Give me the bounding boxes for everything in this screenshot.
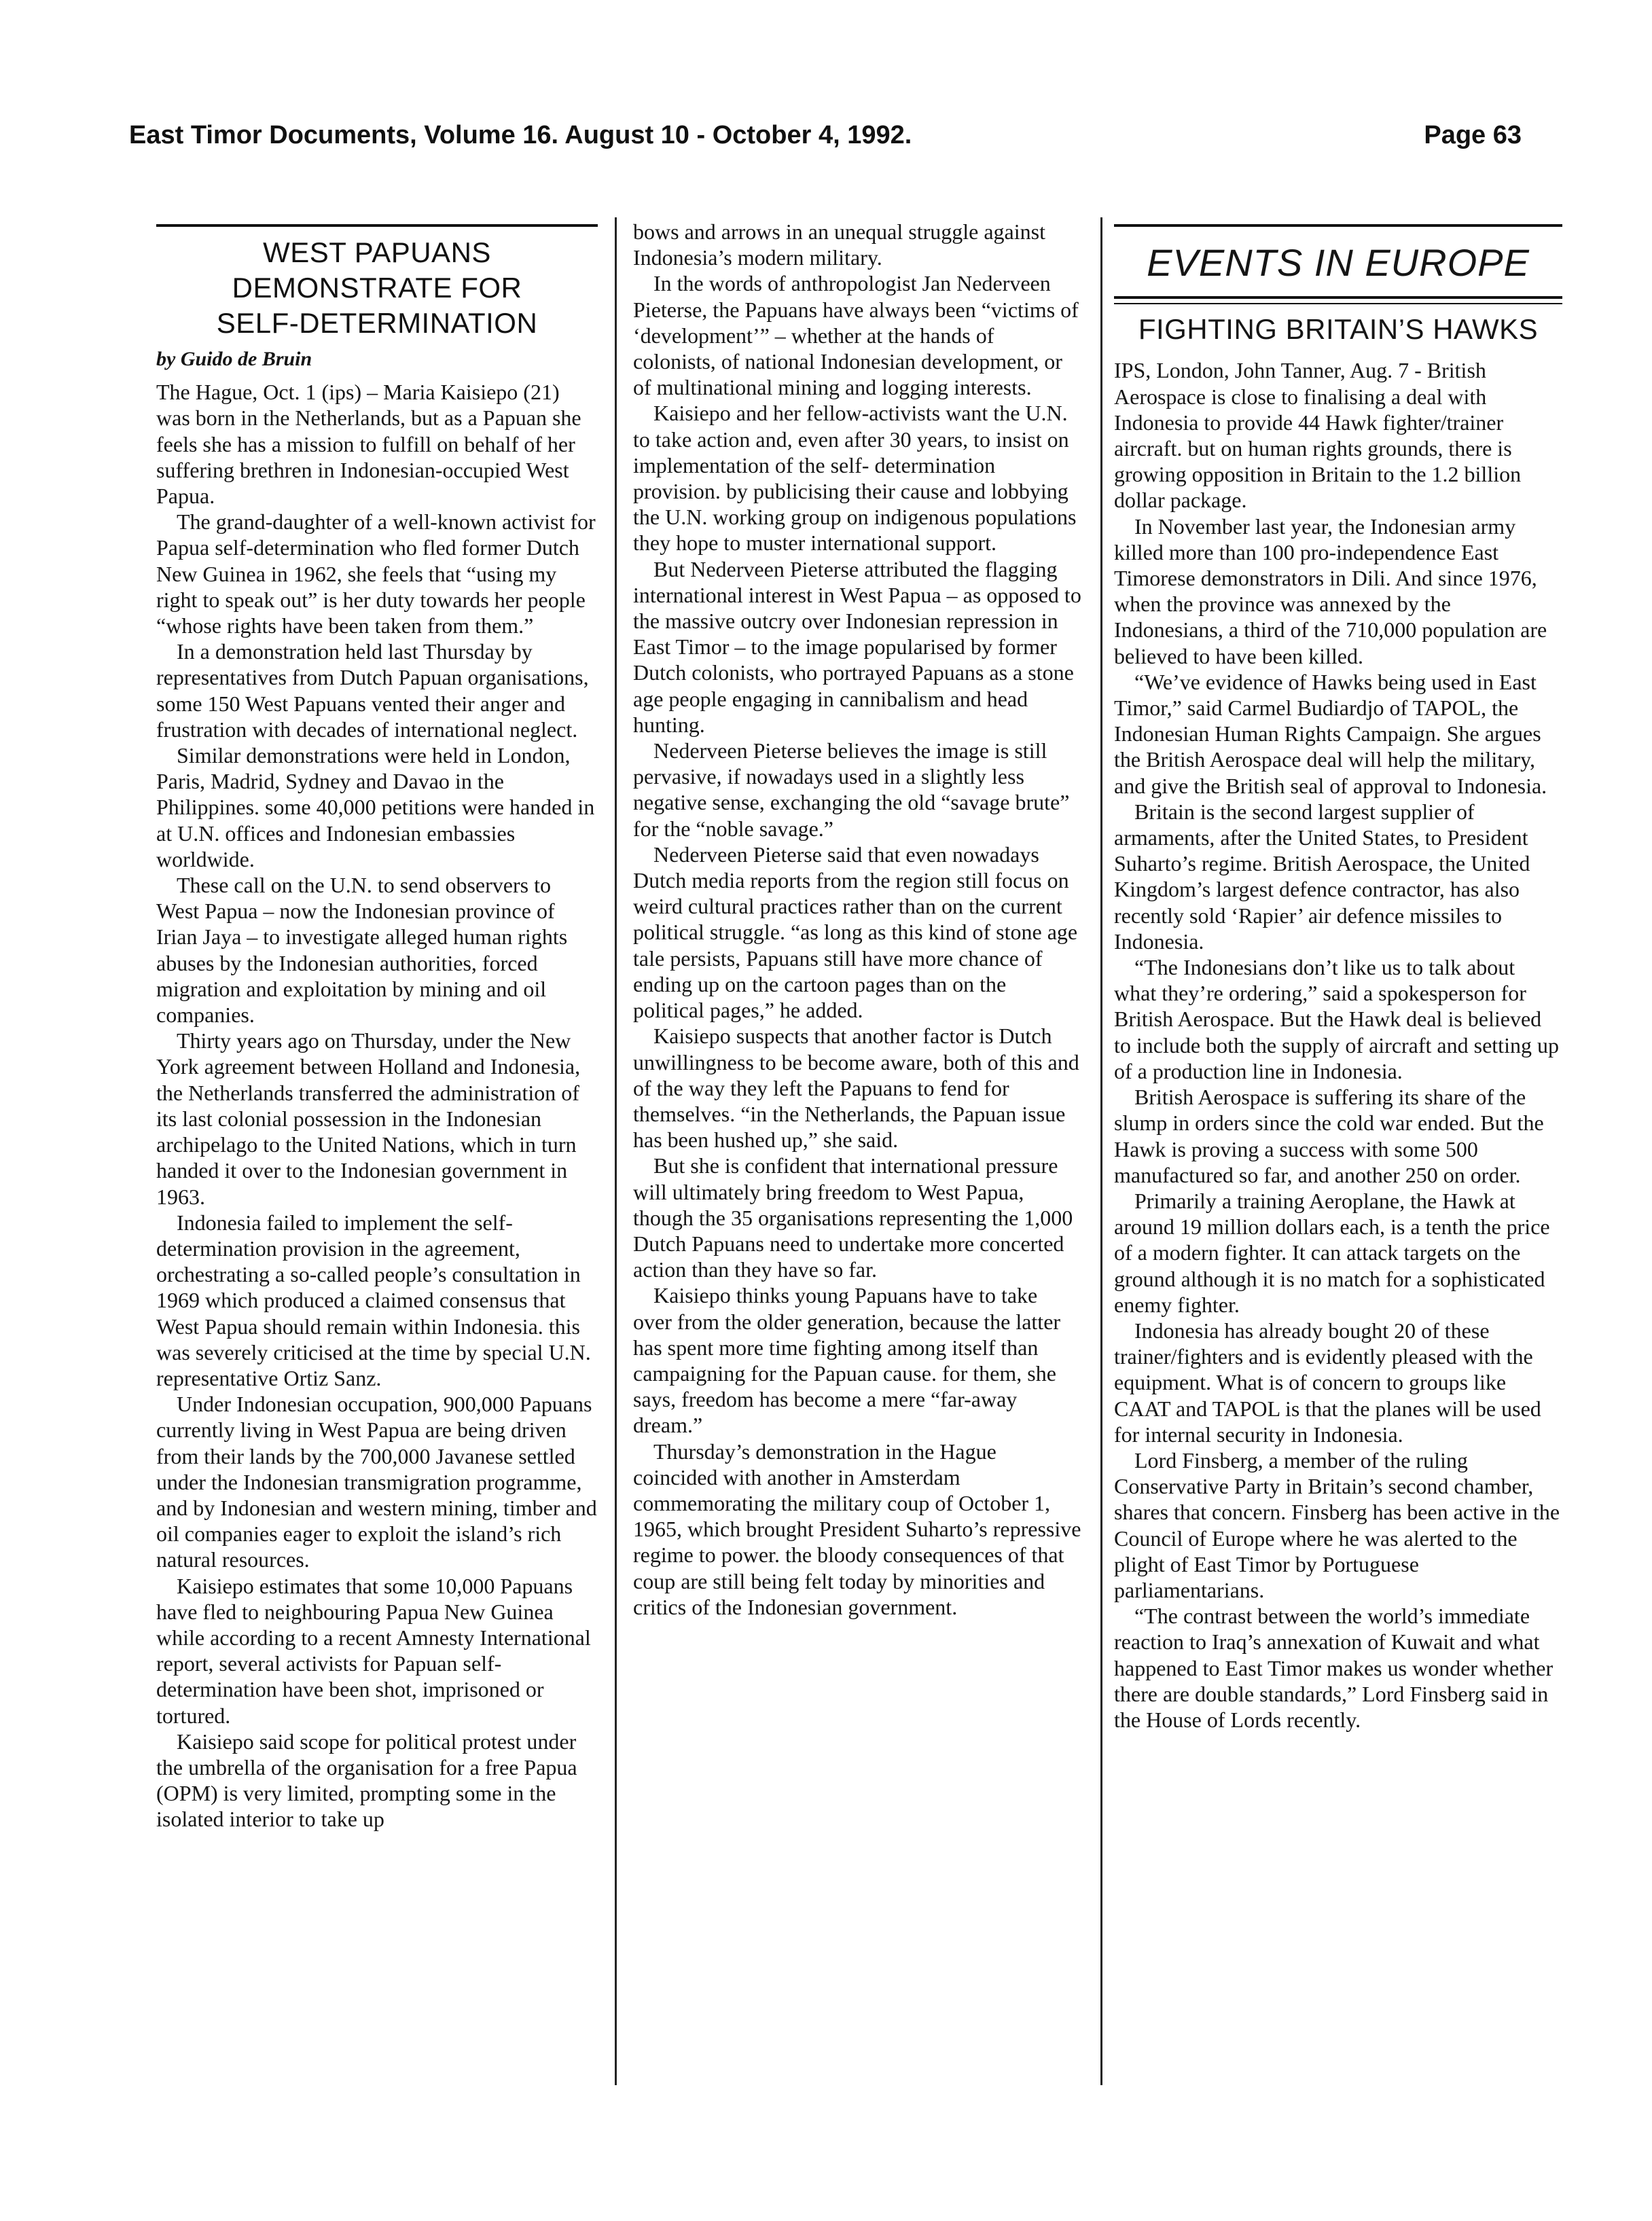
paragraph: Similar demonstrations were held in London, Paris, Madrid, Sydney and Davao in the Philippines. some 40,000 petitions were handed in at U.N. offices and Indonesian embassies worldwide. — [156, 743, 595, 871]
column-divider — [615, 217, 617, 2085]
section-title: EVENTS IN EUROPE — [1147, 241, 1530, 284]
paragraph: The Hague, Oct. 1 (ips) – Maria Kaisiepo (21) was born in the Netherlands, but as a Papuan she feels she has a mission to fulfill on behalf of her suffering brethren in Indonesian-occupied West Papua. — [156, 380, 581, 509]
paragraph: “We’ve evidence of Hawks being used in East Timor,” said Carmel Budiardjo of TAPOL, the Indonesian Human Rights Campaign. She argues the British Aerospace deal will help the military, and give the British seal of approval to Indonesia. — [1114, 669, 1547, 798]
paragraph: IPS, London, John Tanner, Aug. 7 - British Aerospace is close to finalising a deal with Indonesia to provide 44 Hawk fighter/trainer aircraft. but on human rights grounds, there is growing opposition in Britain to the 1.2 billion dollar package. — [1114, 358, 1522, 513]
paragraph: Thursday’s demonstration in the Hague coincided with another in Amsterdam commemorating the military coup of October 1, 1965, which brought President Suharto’s repressive regime to power. the bloody consequences of that coup are still being felt today by minorities and critics of the Indonesian government. — [633, 1439, 1081, 1619]
paragraph: Primarily a training Aeroplane, the Hawk at around 19 million dollars each, is a tenth the price of a modern fighter. It can attack targets on the ground although it is no match for a sophisticated enemy fighter. — [1114, 1188, 1550, 1317]
paragraph: “The Indonesians don’t like us to talk about what they’re ordering,” said a spokesperson for British Aerospace. But the Hawk deal is believed to include both the supply of aircraft and setting up of a production line in Indonesia. — [1114, 955, 1559, 1083]
column-1 — [156, 224, 598, 1832]
paragraph: In a demonstration held last Thursday by representatives from Dutch Papuan organisations, some 150 West Papuans vented their anger and frustration with decades of international neglect. — [156, 639, 589, 742]
paragraph: But she is confident that international pressure will ultimately bring freedom to West Papua, though the 35 organisations representing the 1,000 Dutch Papuans need to undertake more concerted action than they have so far. — [633, 1153, 1073, 1282]
section-rule-top — [1114, 224, 1562, 227]
paragraph: Nederveen Pieterse said that even nowadays Dutch media reports from the region still focus on weird cultural practices rather than on the current political struggle. “as long as this kind of stone age tale persists, Papuans still have more chance of ending up on the cartoon pages than on the political pages,” he added. — [633, 842, 1078, 1023]
paragraph: The grand-daughter of a well-known activist for Papua self-determination who fled former Dutch New Guinea in 1962, she feels that “using my right to speak out” is her duty towards her people “whose rights have been taken from them.” — [156, 509, 596, 638]
paragraph: In the words of anthropologist Jan Nederveen Pieterse, the Papuans have always been “victims of ‘development’” – whether at the hands of colonists, of national Indonesian development, or of multinational mining and logging interests. — [633, 271, 1079, 400]
article-headline — [156, 235, 598, 341]
paragraph: Kaisiepo said scope for political protest under the umbrella of the organisation for a free Papua (OPM) is very limited, prompting some in the isolated interior to take up — [156, 1729, 577, 1832]
paragraph: Nederveen Pieterse believes the image is still pervasive, if nowadays used in a slightly less negative sense, exchanging the old “savage brute” for the “noble savage.” — [633, 738, 1070, 841]
section-rule-thin — [1114, 303, 1562, 304]
column-divider — [1100, 217, 1102, 2085]
paragraph: Thirty years ago on Thursday, under the New York agreement between Holland and Indonesia, the Netherlands transferred the administration of its last colonial possession in the Indonesian archipelago to the United Nations, which in turn handed it over to the Indonesian government in 1963. — [156, 1028, 581, 1209]
paragraph: But Nederveen Pieterse attributed the flagging international interest in West Papua – as opposed to the massive outcry over Indonesian repression in East Timor – to the image popularised by former Dutch colonists, who portrayed Papuans as a stone age people engaging in cannibalism and head hunting. — [633, 556, 1081, 737]
paragraph: “The contrast between the world’s immediate reaction to Iraq’s annexation of Kuwait and what happened to East Timor makes us wonder whether there are double standards,” Lord Finsberg said in the House of Lords recently. — [1114, 1604, 1554, 1732]
paragraph: These call on the U.N. to send observers to West Papua – now the Indonesian province of Irian Jaya – to investigate alleged human rights abuses by the Indonesian authorities, forced migration and exploitation by mining and oil companies. — [156, 873, 568, 1028]
paragraph: British Aerospace is suffering its share of the slump in orders since the cold war ended. But the Hawk is proving a success with some 500 manufactured so far, and another 250 on order. — [1114, 1085, 1544, 1187]
headline-line: WEST PAPUANS — [263, 236, 491, 268]
paragraph: Kaisiepo thinks young Papuans have to take over from the older generation, because the latter has spent more time fighting among itself than campaigning for the Papuan cause. for them, she says, freedom has become a mere “far-away dream.” — [633, 1283, 1061, 1438]
paragraph: bows and arrows in an unequal struggle against Indonesia’s modern military. — [633, 219, 1045, 270]
running-header-title: East Timor Documents, Volume 16. August 10 - October 4, 1992. — [129, 121, 912, 149]
column-3 — [1114, 224, 1562, 1733]
paragraph: In November last year, the Indonesian army killed more than 100 pro-independence East Timorese demonstrators in Dili. And since 1976, when the province was annexed by the Indonesians, a third of the 710,000 population are believed to have been killed. — [1114, 513, 1547, 668]
paragraph: Indonesia has already bought 20 of these trainer/fighters and is evidently pleased with the equipment. What is of concern to groups like CAAT and TAPOL is that the planes will be used for internal security in Indonesia. — [1114, 1318, 1541, 1447]
headline-line: DEMONSTRATE FOR — [232, 272, 522, 304]
headline-line: SELF-DETERMINATION — [216, 307, 538, 339]
column-2 — [633, 219, 1081, 1620]
headline-rule — [156, 224, 598, 227]
paragraph: Britain is the second largest supplier of armaments, after the United States, to President Suharto’s regime. British Aerospace, the United Kingdom’s largest defence contractor, has also recently sold ‘Rapier’ air defence missiles to Indonesia. — [1114, 799, 1530, 954]
byline: by Guido de Bruin — [156, 348, 312, 370]
paragraph: Lord Finsberg, a member of the ruling Conservative Party in Britain’s second chamber, shares that concern. Finsberg has been active in the Council of Europe where he was alerted to the plight of East Timor by Portuguese parliamentarians. — [1114, 1447, 1560, 1602]
paragraph: Kaisiepo and her fellow-activists want the U.N. to take action and, even after 30 years, to insist on implementation of the self- determination provision. by publicising their cause and lobbying the U.N. working group on indigenous populations they hope to muster international support. — [633, 401, 1077, 556]
page-header — [129, 121, 1522, 162]
article-headline: FIGHTING BRITAIN’S HAWKS — [1138, 313, 1539, 346]
paragraph: Under Indonesian occupation, 900,000 Papuans currently living in West Papua are being driven from their lands by the 700,000 Javanese settled under the Indonesian transmigration programme, and by Indonesian and western mining, timber and oil companies eager to exploit the island’s rich natural resources. — [156, 1392, 597, 1572]
paragraph: Indonesia failed to implement the self-determination provision in the agreement, orchestrating a so-called people’s consultation in 1969 which produced a claimed consensus that West Papua should remain within Indonesia. this was severely criticised at the time by special U.N. representative Ortiz Sanz. — [156, 1210, 591, 1390]
page-number: Page 63 — [1424, 121, 1522, 149]
paragraph: Kaisiepo estimates that some 10,000 Papuans have fled to neighbouring Papua New Guinea while according to a recent Amnesty International report, several activists for Papuan self-determination have been shot, imprisoned or tortured. — [156, 1573, 591, 1728]
paragraph: Kaisiepo suspects that another factor is Dutch unwillingness to be become aware, both of this and of the way they left the Papuans to fend for themselves. “in the Netherlands, the Papuan issue has been hushed up,” she said. — [633, 1024, 1079, 1153]
